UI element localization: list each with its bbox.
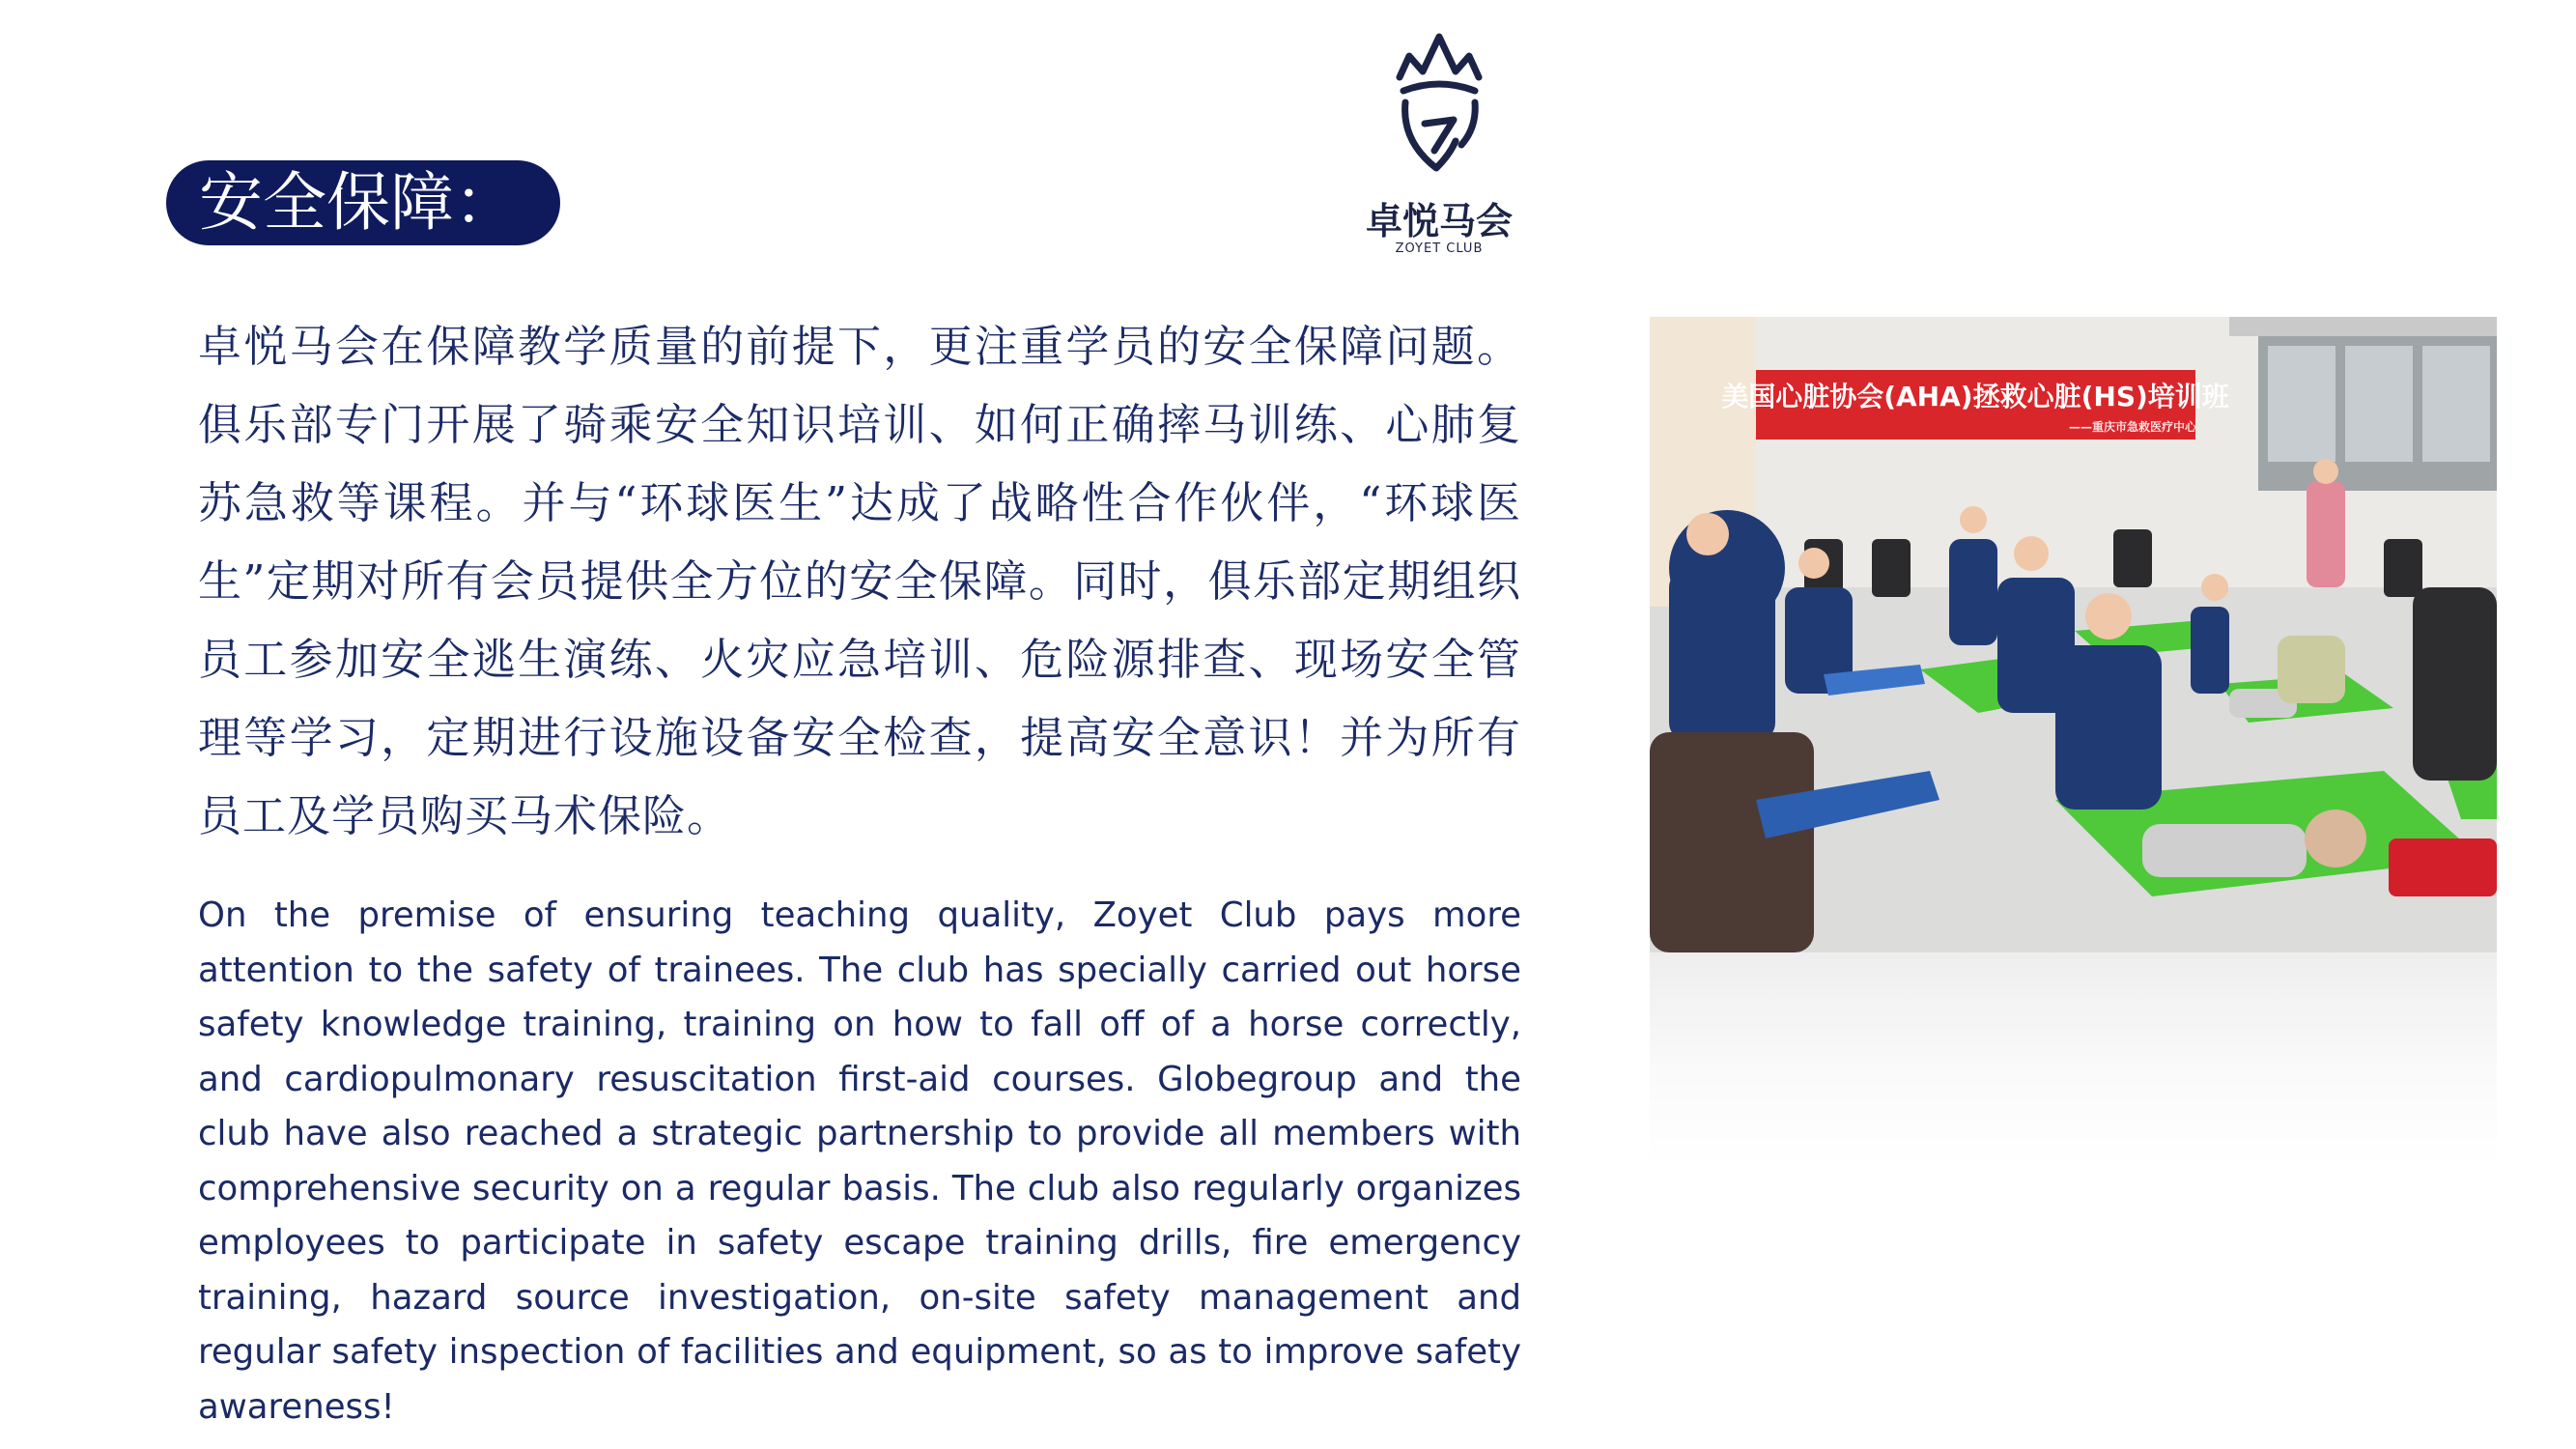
banner-title: 美国心脏协会(AHA)拯救心脏(HS)培训班 (1721, 381, 2229, 412)
reflection-fade (1650, 952, 2497, 1167)
club-logo (1362, 27, 1516, 259)
banner-subtitle: ——重庆市急救医疗中心 (2068, 420, 2197, 434)
section-title: 安全保障： (199, 165, 518, 240)
logo-english-name: ZOYET CLUB (1395, 242, 1484, 256)
english-paragraph: On the premise of ensuring teaching quality, Zoyet Club pays more attention to the safety of trainees. The club has specially carried out horse safety knowledge training, training on how to fall off of a horse correctly, and cardiopulmonary resuscitation first-aid courses. Globegroup and the club have also reached a strategic partnership to provide all members with comprehensive security on a regular basis. The club also regularly organizes employees to participate in safety escape training drills, fire emergency training, hazard source investigation, on-site safety management and regular safety inspection of facilities and equipment, so as to improve safety awareness! (198, 895, 1521, 1427)
logo-chinese-name: 卓悦马会 (1365, 200, 1513, 242)
training-photo (1650, 317, 2497, 1167)
chinese-paragraph: 卓悦马会在保障教学质量的前提下，更注重学员的安全保障问题。俱乐部专门开展了骑乘安全知识培训、如何正确摔马训练、心肺复苏急救等课程。并与“环球医生”达成了战略性合作伙伴，“环球医生”定期对所有会员提供全方位的安全保障。同时，俱乐部定期组织员工参加安全逃生演练、火灾应急培训、危险源排查、现场安全管理等学习，定期进行设施设备安全检查，提高安全意识！并为所有员工及学员购买马术保险。 (198, 321, 1521, 841)
cpr-training-photo (1650, 317, 2497, 952)
crown-horse-icon (1386, 27, 1492, 182)
